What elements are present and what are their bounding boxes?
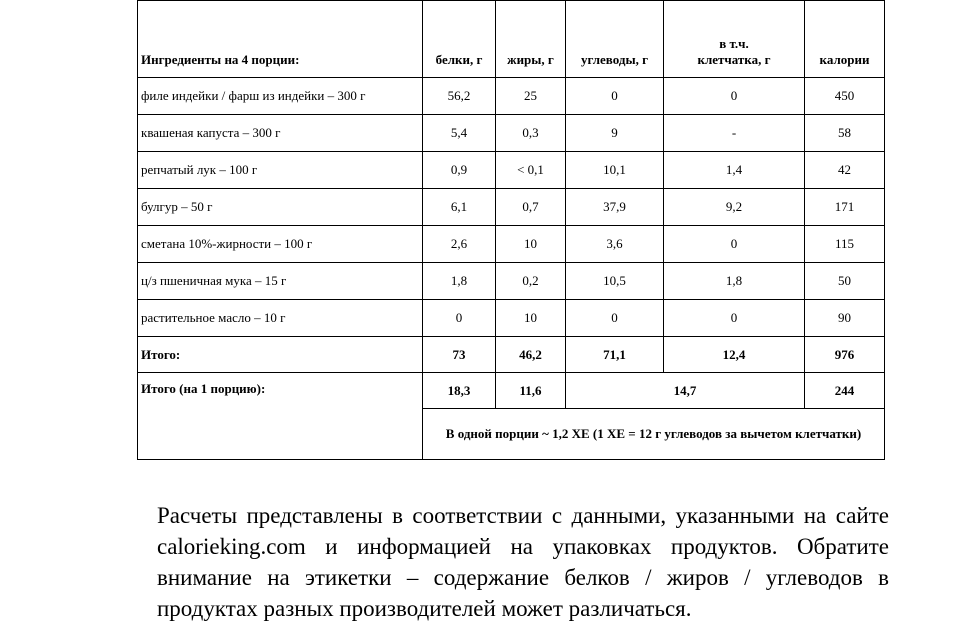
cell-carbs: 37,9 (566, 189, 664, 226)
cell-ingredient: репчатый лук – 100 г (138, 152, 423, 189)
nutrition-table (137, 0, 885, 460)
cell-protein: 0,9 (423, 152, 496, 189)
cell-fiber: - (664, 115, 805, 152)
cell-protein: 2,6 (423, 226, 496, 263)
total-fat: 46,2 (496, 337, 566, 373)
per-portion-calories: 244 (805, 373, 885, 409)
per-portion-row (138, 373, 885, 409)
cell-protein: 1,8 (423, 263, 496, 300)
cell-carbs: 10,1 (566, 152, 664, 189)
table-row (138, 78, 885, 115)
cell-carbs: 0 (566, 300, 664, 337)
cell-calories: 58 (805, 115, 885, 152)
cell-fiber: 0 (664, 78, 805, 115)
cell-protein: 5,4 (423, 115, 496, 152)
per-portion-fat: 11,6 (496, 373, 566, 409)
cell-protein: 0 (423, 300, 496, 337)
cell-carbs: 0 (566, 78, 664, 115)
cell-calories: 171 (805, 189, 885, 226)
table-header-row (138, 1, 885, 78)
cell-fat: 25 (496, 78, 566, 115)
header-fiber-line1: в т.ч. (719, 36, 749, 51)
cell-fat: 0,3 (496, 115, 566, 152)
source-note-paragraph: Расчеты представлены в соответствии с данными, указанными на сайте calorieking.com и информацией на упаковках продуктов. Обратите внимание на этикетки – содержание белков / жиров / углеводов в продуктах разных производителей может различаться. (157, 503, 889, 621)
cell-fat: 10 (496, 300, 566, 337)
cell-carbs: 9 (566, 115, 664, 152)
cell-fiber: 9,2 (664, 189, 805, 226)
cell-calories: 42 (805, 152, 885, 189)
cell-calories: 90 (805, 300, 885, 337)
cell-ingredient: растительное масло – 10 г (138, 300, 423, 337)
cell-calories: 50 (805, 263, 885, 300)
per-portion-net-carbs: 14,7 (566, 373, 805, 409)
header-fiber (664, 1, 805, 78)
table-row (138, 152, 885, 189)
cell-fiber: 0 (664, 226, 805, 263)
header-protein: белки, г (423, 1, 496, 78)
cell-carbs: 10,5 (566, 263, 664, 300)
cell-ingredient: сметана 10%-жирности – 100 г (138, 226, 423, 263)
cell-ingredient: ц/з пшеничная мука – 15 г (138, 263, 423, 300)
cell-ingredient: булгур – 50 г (138, 189, 423, 226)
total-carbs: 71,1 (566, 337, 664, 373)
per-portion-protein: 18,3 (423, 373, 496, 409)
cell-fat: 0,2 (496, 263, 566, 300)
cell-fat: 0,7 (496, 189, 566, 226)
cell-fat: 10 (496, 226, 566, 263)
header-fiber-line2: клетчатка, г (697, 52, 771, 67)
header-fat: жиры, г (496, 1, 566, 78)
header-calories: калории (805, 1, 885, 78)
table-row (138, 189, 885, 226)
table-row (138, 263, 885, 300)
total-label: Итого: (138, 337, 423, 373)
cell-protein: 56,2 (423, 78, 496, 115)
cell-ingredient: квашеная капуста – 300 г (138, 115, 423, 152)
cell-protein: 6,1 (423, 189, 496, 226)
table-row (138, 300, 885, 337)
total-protein: 73 (423, 337, 496, 373)
total-fiber: 12,4 (664, 337, 805, 373)
cell-calories: 450 (805, 78, 885, 115)
cell-fiber: 1,8 (664, 263, 805, 300)
total-row (138, 337, 885, 373)
per-portion-label: Итого (на 1 порцию): (138, 373, 423, 460)
cell-fat: < 0,1 (496, 152, 566, 189)
header-carbs: углеводы, г (566, 1, 664, 78)
header-ingredient: Ингредиенты на 4 порции: (138, 1, 423, 78)
total-calories: 976 (805, 337, 885, 373)
cell-fiber: 0 (664, 300, 805, 337)
table-row (138, 226, 885, 263)
cell-calories: 115 (805, 226, 885, 263)
xe-note: В одной порции ~ 1,2 ХЕ (1 ХЕ = 12 г углеводов за вычетом клетчатки) (423, 409, 885, 460)
cell-fiber: 1,4 (664, 152, 805, 189)
table-row (138, 115, 885, 152)
cell-carbs: 3,6 (566, 226, 664, 263)
cell-ingredient: филе индейки / фарш из индейки – 300 г (138, 78, 423, 115)
